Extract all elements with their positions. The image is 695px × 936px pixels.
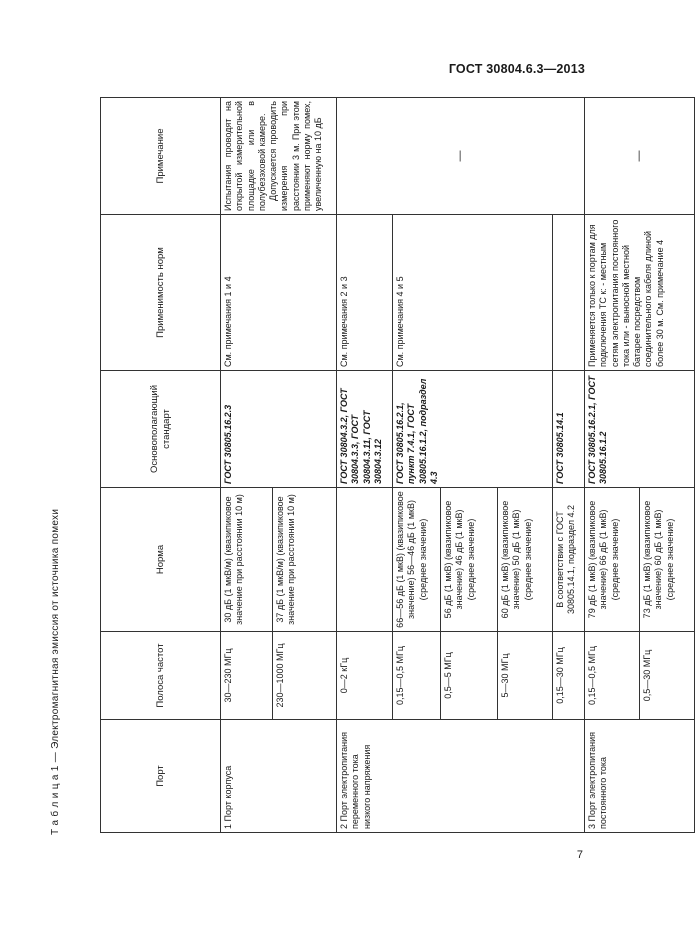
standard-cell: ГОСТ 30805.14.1: [553, 371, 585, 488]
norm-cell: [337, 488, 393, 632]
col-header-band: Полоса частот: [101, 632, 221, 720]
applicability-cell: См. примечания 1 и 4: [221, 215, 337, 371]
port-cell: 3 Порт электропитания постоянного тока: [585, 720, 695, 833]
standard-cell: ГОСТ 30804.3.2, ГОСТ 30804.3.3, ГОСТ 30804.3.11, ГОСТ 30804.3.12: [337, 371, 393, 488]
note-text: Испытания проводят на открытой измерительной площадке или в полубезэховой камере.: [223, 101, 267, 211]
applicability-cell: Применяется только к портам для подключения ТС к: - местным сетям электропитания постоянного тока или - выносной местной батарее посредством соединительного кабеля длиной более 30 м. См. примечание 4: [585, 215, 695, 371]
emission-table: [100, 97, 695, 833]
document-header: ГОСТ 30804.6.3—2013: [448, 62, 585, 76]
norm-cell: 79 дБ (1 мкВ) (квазипиковое значение) 66 дБ (1 мкВ) (среднее значение): [585, 488, 640, 632]
norm-cell: 66—56 дБ (1 мкВ) (квазипиковое значение) 56—46 дБ (1 мкВ) (среднее значение): [393, 488, 441, 632]
band-cell: 5—30 МГц: [498, 632, 553, 720]
norm-cell: 73 дБ (1 мкВ) (квазипиковое значение) 60 дБ (1 мкВ) (среднее значение): [640, 488, 695, 632]
applicability-cell: См. примечания 2 и 3: [337, 215, 393, 371]
col-header-norm: Норма: [101, 488, 221, 632]
table-row: [337, 98, 393, 833]
band-cell: 0,5—30 МГц: [640, 632, 695, 720]
table-caption: Т а б л и ц а 1 — Электромагнитная эмиссия от источника помехи: [50, 508, 61, 835]
band-cell: 30—230 МГц: [221, 632, 273, 720]
standard-cell: ГОСТ 30805.16.2.1, ГОСТ 30805.16.1.2: [585, 371, 695, 488]
table-header-row: [101, 98, 221, 833]
standard-cell: ГОСТ 30805.16.2.1, пункт 7.4.1, ГОСТ 30805.16.1.2, подраздел 4.3: [393, 371, 553, 488]
note-cell: —: [337, 98, 585, 215]
applicability-cell: См. примечания 4 и 5: [393, 215, 553, 371]
note-text: Допускается проводить измерения при расстоянии 3 м. При этом применяют норму помех, увеличенную на 10 дБ: [268, 101, 323, 211]
col-header-note: Примечание: [101, 98, 221, 215]
band-cell: 0,15—0,5 МГц: [585, 632, 640, 720]
note-cell: —: [585, 98, 695, 215]
band-cell: 0,5—5 МГц: [441, 632, 498, 720]
col-header-port: Порт: [101, 720, 221, 833]
band-cell: 0,15—30 МГц: [553, 632, 585, 720]
norm-cell: 30 дБ (1 мкВ/м) (квазипиковое значение при расстоянии 10 м): [221, 488, 273, 632]
note-cell: [221, 98, 337, 215]
norm-cell: 60 дБ (1 мкВ) (квазипиковое значение) 50 дБ (1 мкВ) (среднее значение): [498, 488, 553, 632]
applicability-cell: [553, 215, 585, 371]
norm-cell: 37 дБ (1 мкВ/м) (квазипиковое значение при расстоянии 10 м): [273, 488, 337, 632]
rotated-table-block: [50, 98, 675, 835]
norm-cell: 56 дБ (1 мкВ) (квазипиковое значение) 46 дБ (1 мкВ) (среднее значение): [441, 488, 498, 632]
port-cell: 1 Порт корпуса: [221, 720, 337, 833]
col-header-standard: Основополагающий стандарт: [101, 371, 221, 488]
port-cell: 2 Порт электропитания переменного тока низкого напряжения: [337, 720, 585, 833]
band-cell: 0—2 кГц: [337, 632, 393, 720]
band-cell: 230—1000 МГц: [273, 632, 337, 720]
norm-cell: В соответствии с ГОСТ 30805.14.1, подраздел 4.2: [553, 488, 585, 632]
col-header-applicability: Применимость норм: [101, 215, 221, 371]
standard-cell: ГОСТ 30805.16.2.3: [221, 371, 337, 488]
table-row: [221, 98, 273, 833]
page-number: 7: [576, 849, 583, 861]
table-row: [585, 98, 640, 833]
band-cell: 0,15—0,5 МГц: [393, 632, 441, 720]
